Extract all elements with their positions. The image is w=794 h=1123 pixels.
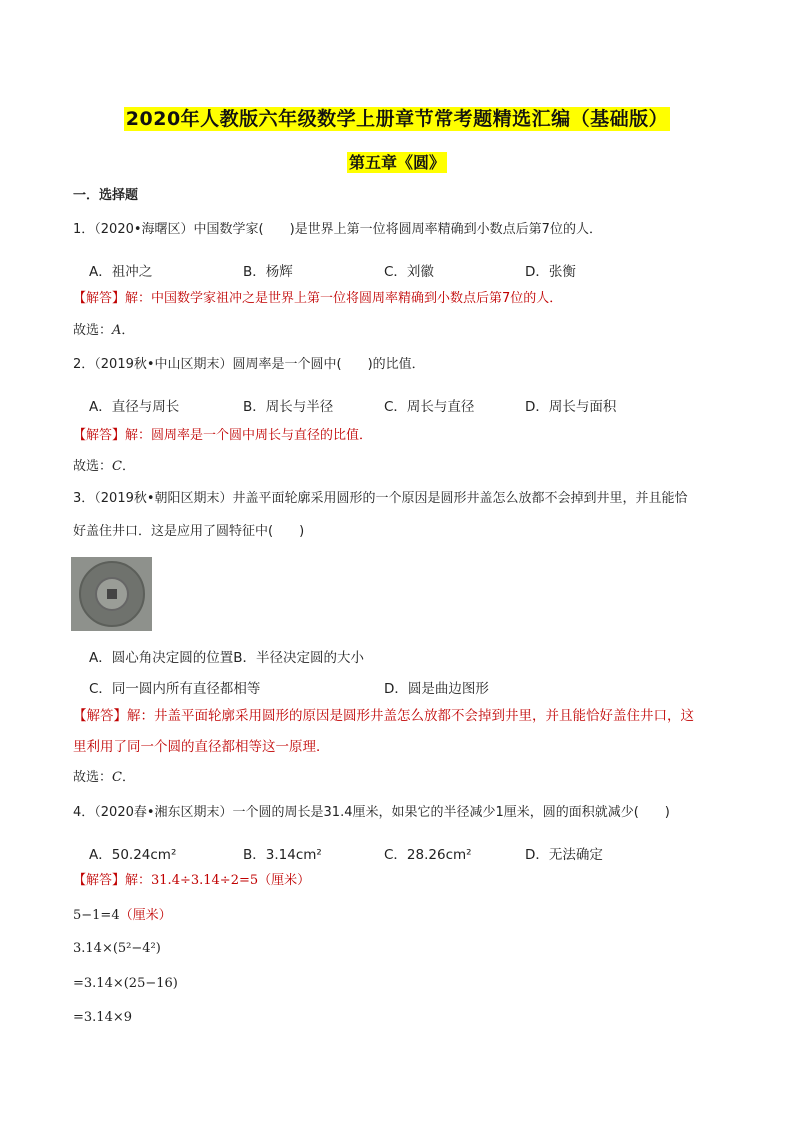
question-3-option-d: D．圆是曲边图形 [384, 681, 489, 697]
question-4-step-2 [73, 941, 161, 957]
manhole-rim [79, 561, 145, 627]
chapter-title [0, 150, 794, 173]
question-2-option-a: A．直径与周长 [89, 399, 180, 415]
choice-suffix: ． [121, 323, 135, 338]
choice-letter: C [112, 770, 122, 785]
answer-text: 解：圆周率是一个圆中周长与直径的比值． [125, 428, 373, 443]
answer-math: 解：31.4÷3.14÷2=5 [125, 873, 259, 888]
answer-unit: （厘米） [258, 873, 311, 888]
manhole-center [95, 577, 129, 611]
section-heading: 一．选择题 [73, 188, 139, 203]
question-4-stem: 4．（2020春•湘东区期末）一个圆的周长是31.4厘米，如果它的半径减少1厘米，圆的面积就减少( ) [73, 805, 670, 820]
question-2-stem: 2．（2019秋•中山区期末）圆周率是一个圆中( )的比值． [73, 357, 425, 372]
choice-prefix: 故选： [73, 770, 113, 785]
question-1-option-b: B．杨辉 [243, 264, 293, 280]
manhole-cover-image [71, 557, 152, 631]
question-3-answer-line2: 里利用了同一个圆的直径都相等这一原理． [73, 739, 330, 755]
question-1-option-d: D．张衡 [525, 264, 576, 280]
question-4-option-d: D．无法确定 [525, 847, 603, 863]
question-4-answer [73, 873, 310, 889]
question-1-option-c: C．刘徽 [384, 264, 434, 280]
question-4-option-b: B．3.14cm² [243, 847, 322, 863]
question-1-choice [73, 323, 134, 339]
answer-text: 解：井盖平面轮廓采用圆形的原因是圆形井盖怎么放都不会掉到井里，并且能恰好盖住井口，这 [127, 708, 694, 724]
question-2-choice [73, 459, 135, 475]
question-3-answer-line1 [73, 708, 694, 724]
question-2-option-b: B．周长与半径 [243, 399, 334, 415]
choice-suffix: ． [121, 770, 135, 785]
question-4-option-c: C．28.26cm² [384, 847, 472, 863]
question-2-answer [73, 428, 372, 444]
question-4-step-1 [73, 908, 172, 924]
question-4-step-3 [73, 976, 178, 992]
question-3-stem-line2: 好盖住井口．这是应用了圆特征中( ) [73, 524, 305, 539]
question-1-option-a: A．祖冲之 [89, 264, 153, 280]
question-2-option-c: C．周长与直径 [384, 399, 475, 415]
choice-prefix: 故选： [73, 323, 113, 338]
question-1-stem: 1．（2020•海曙区）中国数学家( )是世界上第一位将圆周率精确到小数点后第7位的人． [73, 222, 602, 237]
step-math: 3.14×(5²−4²) [73, 941, 161, 956]
step-math: =3.14×(25−16) [73, 976, 178, 991]
choice-letter: A [112, 323, 122, 338]
choice-suffix: ． [121, 459, 135, 474]
question-3-options-ab: A．圆心角决定圆的位置B．半径决定圆的大小 [89, 650, 364, 666]
question-3-stem-line1: 3．（2019秋•朝阳区期末）井盖平面轮廓采用圆形的一个原因是圆形井盖怎么放都不会掉到井里，并且能恰 [73, 491, 688, 506]
choice-prefix: 故选： [73, 459, 113, 474]
answer-tag: 【解答】 [73, 708, 127, 724]
question-4-step-4 [73, 1010, 132, 1026]
question-4-option-a: A．50.24cm² [89, 847, 177, 863]
question-3-option-c: C．同一圆内所有直径都相等 [89, 681, 261, 697]
question-1-answer [73, 291, 562, 307]
answer-tag: 【解答】 [73, 291, 126, 306]
answer-tag: 【解答】 [73, 873, 126, 888]
answer-tag: 【解答】 [73, 428, 126, 443]
question-3-choice [73, 770, 135, 786]
step-math: =3.14×9 [73, 1010, 133, 1025]
question-2-option-d: D．周长与面积 [525, 399, 617, 415]
title-text: 2020年人教版六年级数学上册章节常考题精选汇编（基础版） [125, 108, 669, 130]
step-unit: （厘米） [119, 908, 172, 923]
answer-text: 解：中国数学家祖冲之是世界上第一位将圆周率精确到小数点后第7位的人． [125, 291, 563, 306]
chapter-title-text: 第五章《圆》 [348, 153, 445, 172]
choice-letter: C [112, 459, 122, 474]
manhole-core [107, 589, 117, 599]
document-title [0, 104, 794, 131]
step-math: 5−1=4 [73, 908, 120, 923]
